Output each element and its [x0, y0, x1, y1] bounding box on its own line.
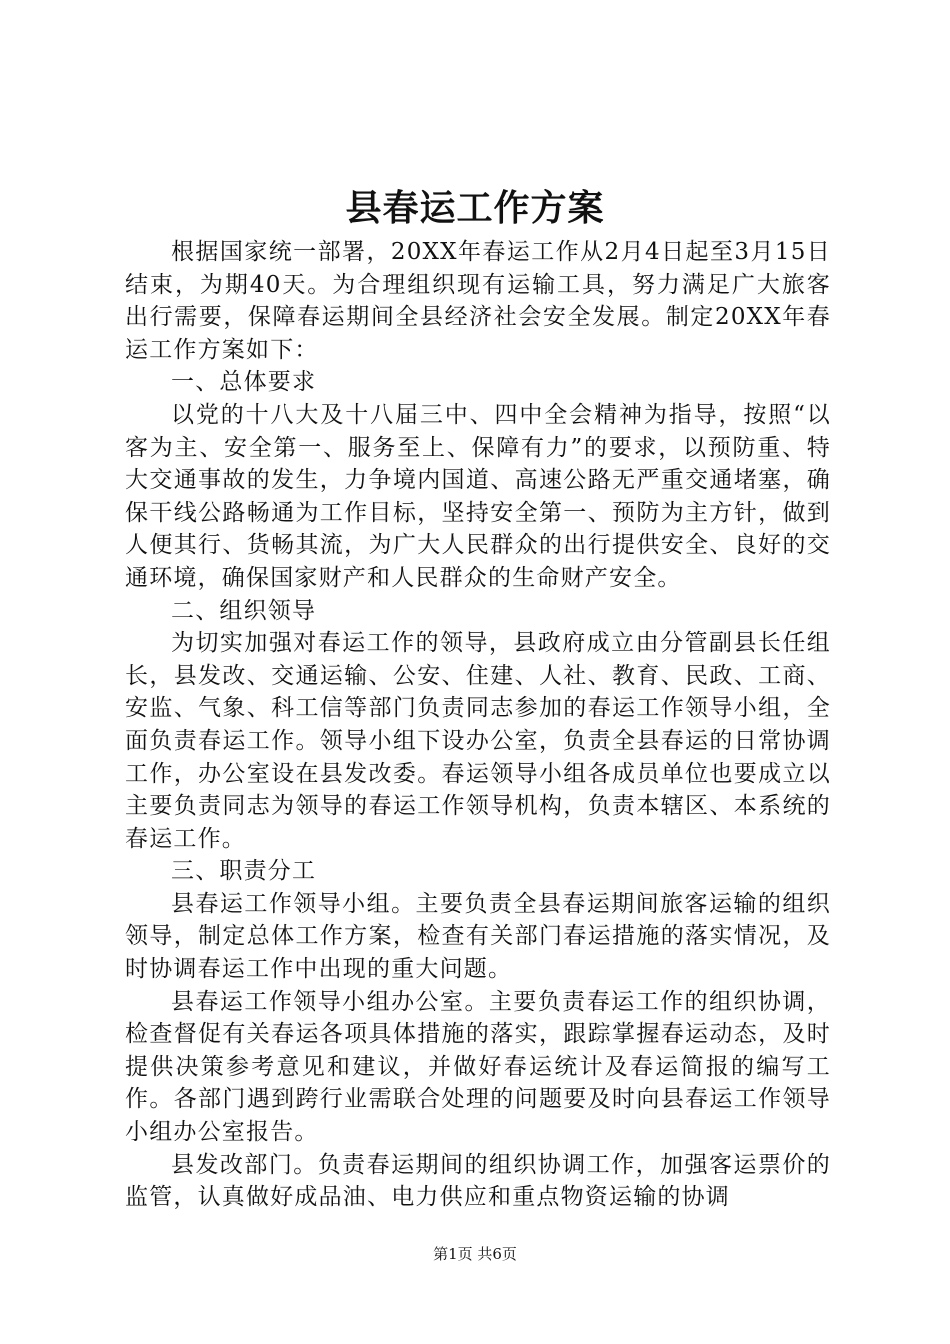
section-heading-responsibilities: 三、职责分工 — [171, 858, 317, 885]
page-number-footer: 第1页 共6页 — [433, 1245, 517, 1263]
document-title: 县春运工作方案 — [345, 187, 605, 229]
paragraph-leading-group: 县春运工作领导小组。主要负责全县春运期间旅客运输的组织领导，制定总体工作方案，检查有关部门春运措施的落实情况，及时协调春运工作中出现的重大问题。 — [125, 890, 831, 983]
paragraph-general-requirements: 以党的十八大及十八届三中、四中全会精神为指导，按照“以客为主、安全第一、服务至上、保障有力”的要求，以预防重、特大交通事故的发生，力争境内国道、高速公路无严重交通堵塞，确保干线公路畅通为工作目标，坚持安全第一、预防为主方针，做到人便其行、货畅其流，为广大人民群众的出行提供安全、良好的交通环境，确保国家财产和人民群众的生命财产安全。 — [125, 401, 831, 591]
paragraph-intro: 根据国家统一部署，20XX年春运工作从2月4日起至3月15日结束，为期40天。为合理组织现有运输工具，努力满足广大旅客出行需要，保障春运期间全县经济社会安全发展。制定20XX年春运工作方案如下： — [125, 239, 831, 363]
paragraph-development-reform: 县发改部门。负责春运期间的组织协调工作，加强客运票价的监管，认真做好成品油、电力供应和重点物资运输的协调 — [125, 1151, 831, 1211]
section-heading-organization: 二、组织领导 — [171, 597, 317, 624]
section-heading-general-requirements: 一、总体要求 — [171, 369, 317, 396]
paragraph-leading-group-office: 县春运工作领导小组办公室。主要负责春运工作的组织协调，检查督促有关春运各项具体措施的落实，跟踪掌握春运动态，及时提供决策参考意见和建议，并做好春运统计及春运简报的编写工作。各部门遇到跨行业需联合处理的问题要及时向县春运工作领导小组办公室报告。 — [125, 988, 831, 1146]
document-body — [125, 236, 831, 1214]
paragraph-organization: 为切实加强对春运工作的领导，县政府成立由分管副县长任组长，县发改、交通运输、公安、住建、人社、教育、民政、工商、安监、气象、科工信等部门负责同志参加的春运工作领导小组，全面负责春运工作。领导小组下设办公室，负责全县春运的日常协调工作，办公室设在县发改委。春运领导小组各成员单位也要成立以主要负责同志为领导的春运工作领导机构，负责本辖区、本系统的春运工作。 — [125, 630, 831, 852]
